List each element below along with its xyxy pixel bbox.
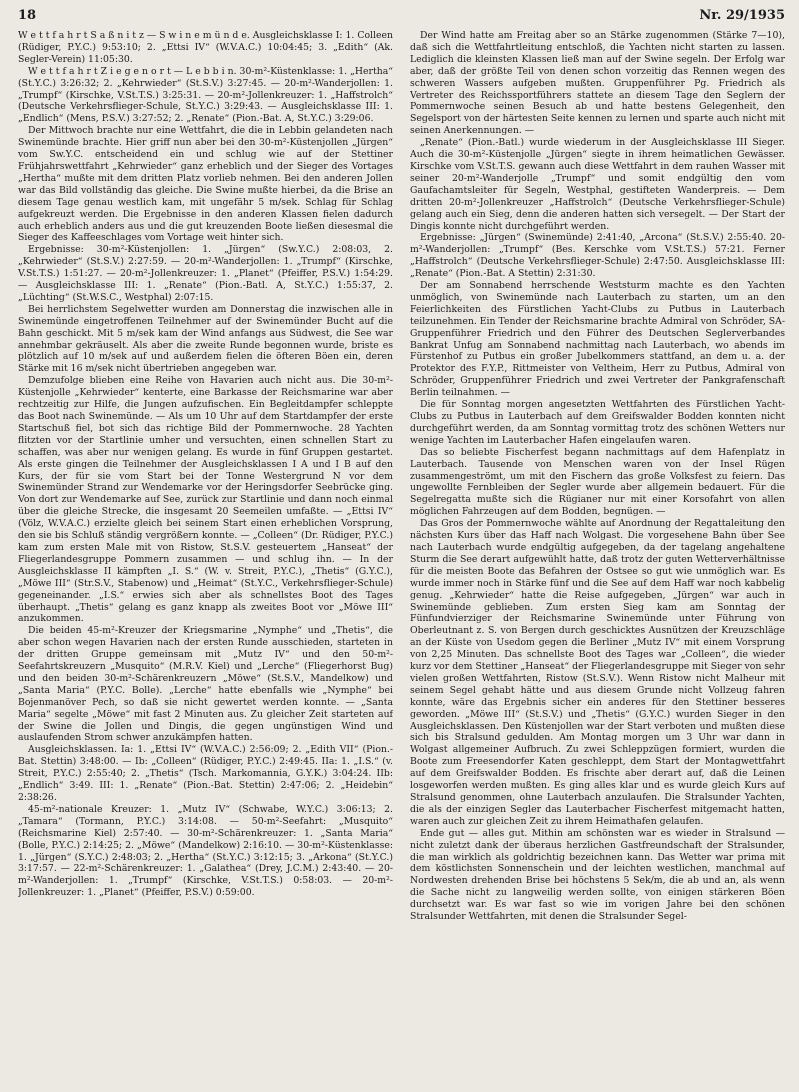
right-column-paragraph: „Renate“ (Pion.-Batl.) wurde wiederum in der Ausgleichsklasse III Sieger. Auch die 30-m²-Küstenjolle „Jürgen“ siegte in ihrem heimatlichen Gewässer. Kirschke vom V.St.T.S. gewann auch diese Wettfahrt in dem rauhen Wasser mit seiner 20-m²-Wanderjolle „Trumpf“ und somit endgültig den vom Gaufachamtsleiter für Segeln, Westphal, gestifteten Wanderpreis. — Dem dritten 20-m²-Jollenkreuzer „Haffstrolch“ (Deutsche Verkehrsflieger-Schule) gelang auch ein Sieg, denn die anderen hatten sich versegelt. — Der Start der Dingis konnte nicht durchgeführt werden. <box>410 137 785 232</box>
issue-number: Nr. 29/1935 <box>699 8 785 23</box>
right-column <box>410 30 785 1084</box>
left-column-paragraph: Demzufolge blieben eine Reihe von Havarien auch nicht aus. Die 30-m²-Küstenjolle „Kehrwieder“ kenterte, eine Barkasse der Reichsmarine war aber rechtzeitig zur Hilfe, die Jungen aufzufischen. Ein Begleitdampfer schleppte das Boot nach Swinemünde. — Als um 10 Uhr auf dem Startdampfer der erste Startschuß fiel, bot sich das richtige Bild der Pommernwoche. 28 Yachten flitzten vor der Startlinie umher und versuchten, einen schnellen Start zu schaffen, was aber nur wenigen gelang. Es wurde in fünf Gruppen gestartet. Als erste gingen die Teilnehmer der Ausgleichsklassen I A und I B auf den Kurs, der für sie vom Start bei der Tonne Westergrund N vor dem Swinemünder Strand zur Wendemarke vor der Heringsdorfer Seebrücke ging. Von dort zur Wendemarke auf See, zurück zur Startlinie und dann noch einmal über die gleiche Strecke, die insgesamt 20 Seemeilen umfaßte. — „Ettsi IV“ (Völz, W.V.A.C.) erzielte gleich bei seinem Start einen erheblichen Vorsprung, den sie bis Schluß ständig vergrößern konnte. — „Colleen“ (Dr. Rüdiger, P.Y.C.) kam zum ersten Male mit von Ristow, St.S.V. gesteuertem „Hanseat“ der Fliegerlandesgruppe Pommern zusammen — und schlug ihn. — In der Ausgleichsklasse II kämpften „I. S.“ (W. v. Streit, P.Y.C.), „Thetis“ (G.Y.C.), „Möwe III“ (Str.S.V., Stabenow) und „Heimat“ (St.Y.C., Verkehrsflieger-Schule) gegeneinander. „I.S.“ erwies sich aber als schnellstes Boot des Tages überhaupt. „Thetis“ gelang es ganz knapp als zweites Boot vor „Möwe III“ anzukommen. <box>18 375 393 625</box>
left-column-paragraph: 45-m²-nationale Kreuzer: 1. „Mutz IV“ (Schwabe, W.Y.C.) 3:06:13; 2. „Tamara“ (Tormann, P.Y.C.) 3:14:08. — 50-m²-Seefahrt: „Musquito“ (Reichsmarine Kiel) 2:57:40. — 30-m²-Schärenkreuzer: 1. „Santa Maria“ (Bolle, P.Y.C.) 2:14:25; 2. „Möwe“ (Mandelkow) 2:16:10. — 30-m²-Küstenklasse: 1. „Jürgen“ (S.Y.C.) 2:48:03; 2. „Hertha“ (St.Y.C.) 3:12:15; 3. „Arkona“ (St.Y.C.) 3:17:57. — 22-m²-Schärenkreuzer: 1. „Galathea“ (Drey, J.C.M.) 2:43:40. — 20-m²-Wanderjollen: 1. „Trumpf“ (Kirschke, V.St.T.S.) 0:58:03. — 20-m²-Jollenkreuzer: 1. „Planet“ (Pfeiffer, P.S.V.) 0:59:00. <box>18 803 393 899</box>
left-column-paragraph: Bei herrlichstem Segelwetter wurden am Donnerstag die inzwischen alle in Swinemünde eingetroffenen Teilnehmer auf der Swinemünder Bucht auf die Bahn geschickt. Mit 5 m/sek kam der Wind anfangs aus Südwest, die See war annehmbar gekräuselt. Als aber die zweite Runde begonnen wurde, briste es plötzlich auf 10 m/sek auf und außerdem fielen die öfteren Böen ein, deren Stärke mit 16 m/sek nicht übertrieben angegeben war. <box>18 303 393 375</box>
left-column-paragraph: Die beiden 45-m²-Kreuzer der Kriegsmarine „Nymphe“ und „Thetis“, die aber schon wegen Havarien nach der ersten Runde ausschieden, starteten in der dritten Gruppe gemeinsam mit „Mutz IV“ und den 50-m²-Seefahrtskreuzern „Musquito“ (M.R.V. Kiel) und „Lerche“ (Fliegerhorst Bug) und den beiden 30-m²-Schärenkreuzern „Möwe“ (St.S.V., Mandelkow) und „Santa Maria“ (P.Y.C. Bolle). „Lerche“ hatte ebenfalls wie „Nymphe“ bei Bojenmanöver Pech, so daß sie nicht gewertet werden konnte. — „Santa Maria“ segelte „Möwe“ mit fast 2 Minuten aus. Zu gleicher Zeit starteten auf der Swine die Jollen und Dingis, die gegen ungünstigen Wind und auslaufenden Strom schwer anzukämpfen hatten. <box>18 625 393 744</box>
left-column <box>18 30 393 1084</box>
right-column-paragraph: Der Wind hatte am Freitag aber so an Stärke zugenommen (Stärke 7—10), daß sich die Wettfahrtleitung entschloß, die Yachten nicht starten zu lassen. Lediglich die kleinsten Klassen ließ man auf der Swine segeln. Der Erfolg war aber, daß der größte Teil von denen schon vorzeitig das Rennen wegen des schweren Wassers aufgeben mußten. Gruppenführer Pg. Friedrich als Vertreter des Reichssportführers stattete an diesem Tage den Seglern der Pommernwoche seinen Besuch ab und hatte bestens Gelegenheit, den Segelsport von der härtesten Seite kennen zu lernen und sparte auch nicht mit seinen Anerkennungen. — <box>410 30 785 137</box>
right-column-paragraph: Ergebnisse: „Jürgen“ (Swinemünde) 2:41:40, „Arcona“ (St.S.V.) 2:55:40. 20-m²-Wanderjollen: „Trumpf“ (Bes. Kerschke vom V.St.T.S.) 57:21. Ferner „Haffstrolch“ (Deutsche Verkehrsflieger-Schule) 2:47:50. Ausgleichsklasse III: „Renate“ (Pion.-Bat. A Stettin) 2:31:30. <box>410 232 785 280</box>
text-columns <box>18 30 785 1084</box>
left-column-paragraph: W e t t f a h r t Z i e g e n o r t — L e b b i n. 30-m²-Küstenklasse: 1. „Hertha“ (St.Y.C.) 3:26:32; 2. „Kehrwieder“ (St.S.V.) 3:27:45. — 20-m²-Wanderjollen: 1. „Trumpf“ (Kirschke, V.St.T.S.) 3:25:31. — 20-m²-Jollenkreuzer: 1. „Haffstrolch“ (Deutsche Verkehrsflieger-Schule, St.Y.C.) 3:29:43. — Ausgleichsklasse III: 1. „Endlich“ (Mens, P.S.V.) 3:27:52; 2. „Renate“ (Pion.-Bat. A, St.Y.C.) 3:29:06. <box>18 65 393 125</box>
left-column-paragraph: W e t t f a h r t S a ß n i t z — S w i n e m ü n d e. Ausgleichsklasse I: 1. Colleen (Rüdiger, P.Y.C.) 9:53:10; 2. „Ettsi IV“ (W.V.A.C.) 10:04:45; 3. „Edith“ (Ak. Segler-Verein) 11:05:30. <box>18 30 393 65</box>
page-number: 18 <box>18 8 37 23</box>
right-column-paragraph: Das so beliebte Fischerfest begann nachmittags auf dem Hafenplatz in Lauterbach. Tausende von Menschen waren von der Insel Rügen zusammengeströmt, um mit den Fischern das große Volksfest zu feiern. Das ungewollte Fernbleiben der Segler wurde aber allgemein bedauert. Für die Segelregatta mußte sich die Rügianer nur mit einer Korsofahrt von allen möglichen Fahrzeugen auf dem Bodden, begnügen. — <box>410 446 785 518</box>
right-column-paragraph: Der am Sonnabend herrschende Weststurm machte es den Yachten unmöglich, von Swinemünde nach Lauterbach zu starten, um an den Feierlichkeiten des Fürstlichen Yacht-Clubs zu Putbus in Lauterbach teilzunehmen. Ein Tender der Reichsmarine brachte Admiral von Schröder, SA-Gruppenführer Friedrich und den Führer des Deutschen Seglerverbandes Bankrat Unfug am Sonnabend nachmittag nach Lauterbach, wo abends im Fürstenhof zu Putbus ein großer Jubelkommers stattfand, an dem u. a. der Protektor des F.Y.P., Rittmeister von Veltheim, Herr zu Putbus, Admiral von Schröder, Gruppenführer Friedrich und zwei Vertreter der Pankgrafenschaft Berlin teilnahmen. — <box>410 280 785 399</box>
right-column-paragraph: Das Gros der Pommernwoche wählte auf Anordnung der Regattaleitung den nächsten Kurs über das Haff nach Wolgast. Die vorgesehene Bahn über See nach Lauterbach wurde endgültig aufgegeben, da der tagelang angehaltene Sturm die See derart aufgewühlt hatte, daß trotz der guten Wetterverhältnisse für die meisten Boote das Befahren der Ostsee so gut wie unmöglich war. Es wurde immer noch in Stärke fünf und die See auf dem Haff war noch kabbelig genug. „Kehrwieder“ hatte die Reise aufgegeben, „Jürgen“ war auch in Swinemünde geblieben. Zum ersten Sieg kam am Sonntag der Fünfundvierziger der Reichsmarine Swinemünde unter Führung von Oberleutnant z. S. von Bergen durch geschicktes Ausnützen der Kreuzschläge an der Küste von Usedom gegen die Berliner „Mutz IV“ mit einem Vorsprung von 2,25 Minuten. Das schnellste Boot des Tages war „Colleen“, die wieder kurz vor dem Stettiner „Hanseat“ der Fliegerlandesgruppe mit Sieger von sehr vielen großen Wettfahrten, Ristow (St.S.V.). Wenn Ristow nicht Malheur mit seinem Segel gehabt hätte und aus diesem Grunde nicht Vollzeug fahren konnte, wäre das Ergebnis sicher ein anderes für den Stettiner besseres geworden. „Möwe III“ (St.S.V.) und „Thetis“ (G.Y.C.) wurden Sieger in den Ausgleichsklassen. Den Küstenjollen war der Start verboten und mußten diese sich bis Stralsund gedulden. Am Montag morgen um 3 Uhr war dann in Wolgast allgemeiner Aufbruch. Zu zwei Schleppzügen formiert, wurden die Boote zum Freesendorfer Katen geschleppt, dem Start der Montagwettfahrt auf dem Greifswalder Bodden. Es frischte aber derart auf, daß die Leinen losgeworfen werden mußten. Es ging alles klar und es wurde gleich Kurs auf Stralsund genommen, ohne Lauterbach anzulaufen. Die Stralsunder Yachten, die als der einzigen Segler das Lauterbacher Fischerfest mitgemacht hatten, waren auch zur gleichen Zeit zu ihrem Heimathafen gelaufen. <box>410 518 785 827</box>
right-column-paragraph: Die für Sonntag morgen angesetzten Wettfahrten des Fürstlichen Yacht-Clubs zu Putbus in Lauterbach auf dem Greifswalder Bodden konnten nicht durchgeführt werden, da am Sonntag vormittag trotz des schönen Wetters nur wenige Yachten im Lauterbacher Hafen eingelaufen waren. <box>410 399 785 446</box>
left-column-paragraph: Ausgleichsklassen. Ia: 1. „Ettsi IV“ (W.V.A.C.) 2:56:09; 2. „Edith VII“ (Pion.-Bat. Stettin) 3:48:00. — Ib: „Colleen“ (Rüdiger, P.Y.C.) 2:49:45. IIa: 1. „I.S.“ (v. Streit, P.Y.C.) 2:55:40; 2. „Thetis“ (Tsch. Markomannia, G.Y.K.) 3:04:24. IIb: „Endlich“ 3:49. III: 1. „Renate“ (Pion.-Bat. Stettin) 2:47:06; 2. „Heidebin“ 2:38:26. <box>18 744 393 803</box>
page-header <box>18 8 785 28</box>
left-column-paragraph: Der Mittwoch brachte nur eine Wettfahrt, die die in Lebbin gelandeten nach Swinemünde brachte. Hier griff nun aber bei den 30-m²-Küstenjollen „Jürgen“ vom Sw.Y.C. entscheidend ein und schlug wie auf der Stettiner Frühjahrswettfahrt „Kehrwieder“ ganz erheblich und der Sieger des Vortages „Hertha“ mußte mit dem dritten Platz vorlieb nehmen. Bei den anderen Jollen war das Bild vollständig das gleiche. Die Swine mußte hierbei, da die Brise an diesem Tage genau westlich kam, mit ungefähr 5 m/sek. Schlag für Schlag aufgekreuzt werden. Die Ergebnisse in den anderen Klassen fielen dadurch auch erheblich anders aus und die gut kreuzenden Boote ließen diesesmal die Sieger des Kaffeeschlages vom Vortage weit hinter sich. <box>18 125 393 244</box>
right-column-paragraph: Ende gut — alles gut. Mithin am schönsten war es wieder in Stralsund — nicht zuletzt dank der überaus herzlichen Gastfreundschaft der Stralsunder, die man wirklich als goldrichtig bezeichnen kann. Das Wetter war prima mit dem köstlichsten Sonnenschein und der leichten westlichen, manchmal auf Nordwesten drehenden Brise bei höchstens 5 Sek/m, die ab und an, als wenn die Sache nicht zu langweilig werden sollte, von einigen stärkeren Böen durchsetzt war. Es war fast so wie im vorigen Jahre bei den schönen Stralsunder Wettfahrten, mit denen die Stralsunder Segel- <box>410 827 785 923</box>
left-column-paragraph: Ergebnisse: 30-m²-Küstenjollen: 1. „Jürgen“ (Sw.Y.C.) 2:08:03, 2. „Kehrwieder“ (St.S.V.) 2:27:59. — 20-m²-Wanderjollen: 1. „Trumpf“ (Kirschke, V.St.T.S.) 1:51:27. — 20-m²-Jollenkreuzer: 1. „Planet“ (Pfeiffer, P.S.V.) 1:54:29. — Ausgleichsklasse III: 1. „Renate“ (Pion.-Batl. A, St.Y.C.) 1:55:37, 2. „Lüchting“ (St.W.S.C., Westphal) 2:07:15. <box>18 244 393 303</box>
